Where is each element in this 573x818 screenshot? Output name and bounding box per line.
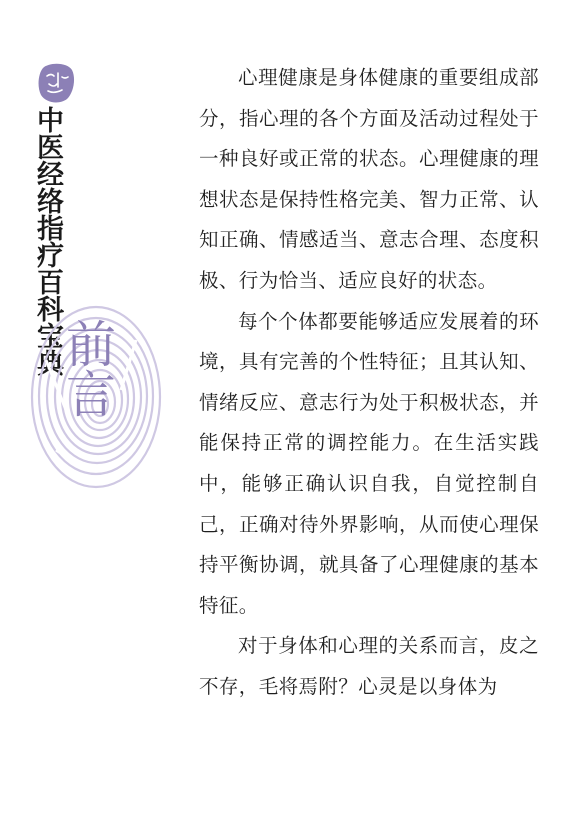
- seal-stamp-icon: [37, 62, 75, 104]
- book-title: 中医经络指疗百科宝典: [32, 106, 63, 376]
- paragraph: 对于身体和心理的关系而言，皮之不存，毛将焉附？心灵是以身体为: [199, 634, 539, 698]
- section-title: 前言: [58, 318, 116, 418]
- body-text: [199, 58, 539, 708]
- paragraph: 每个个体都要能够适应发展着的环境，具有完善的个性特征；且其认知、情绪反应、意志行为处于积极状态，并能保持正常的调控能力。在生活实践中，能够正确认识自我，自觉控制自己，正确对待外界影响，从而使心理保持平衡协调，就具备了心理健康的基本特征。: [199, 309, 539, 617]
- paragraph: 心理健康是身体健康的重要组成部分，指心理的各个方面及活动过程处于一种良好或正常的状态。心理健康的理想状态是保持性格完美、智力正常、认知正确、情感适当、意志合理、态度积极、行为恰当、适应良好的状态。: [199, 66, 539, 292]
